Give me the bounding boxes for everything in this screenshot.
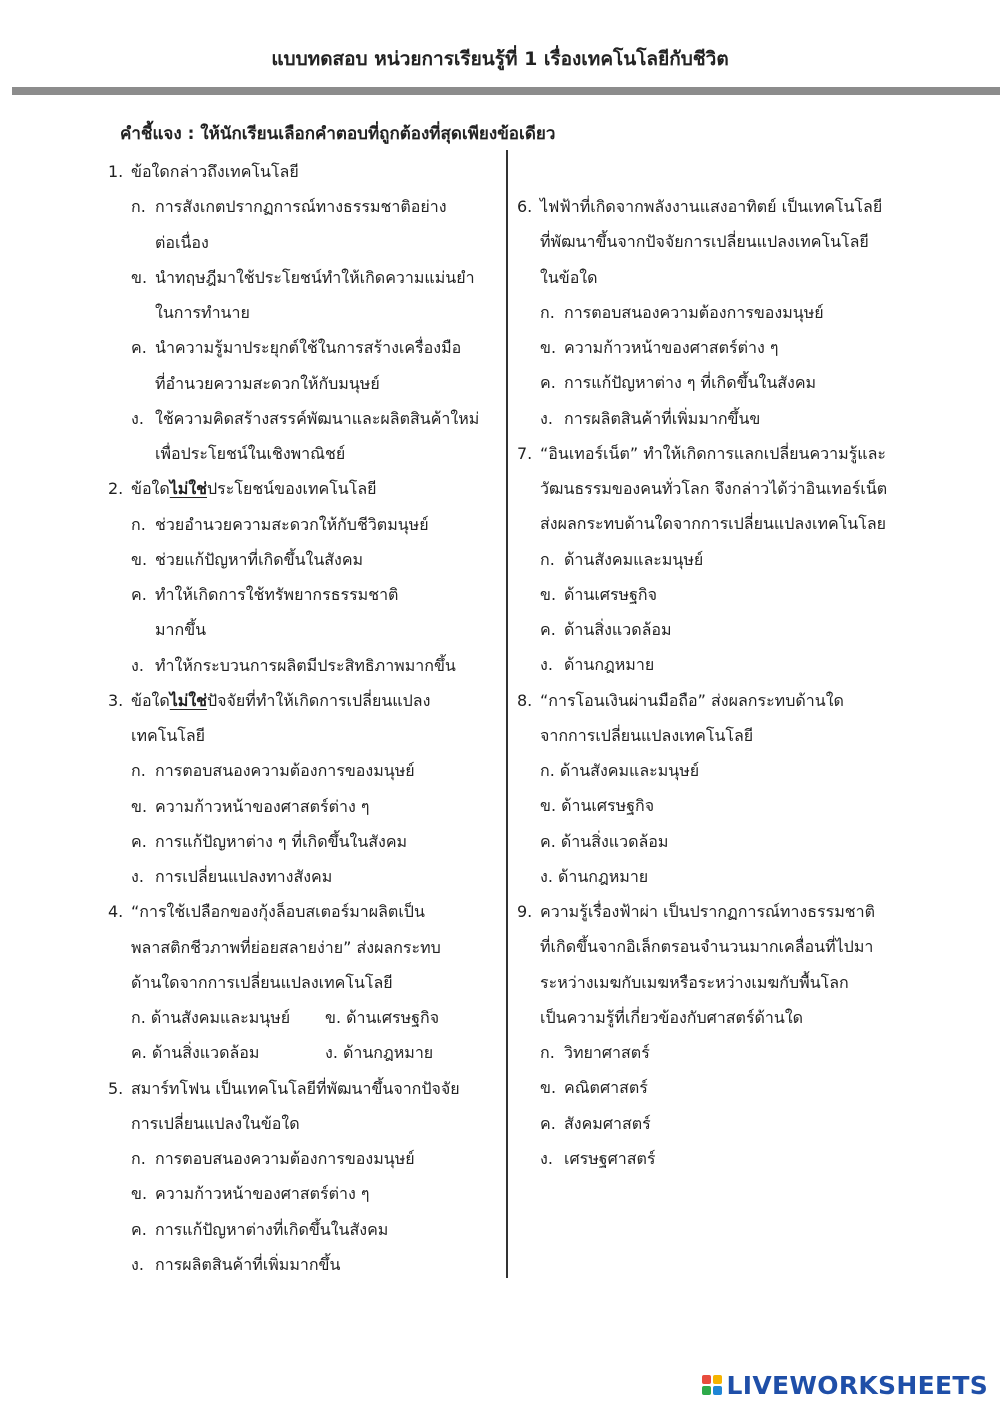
question-9-cont-3: เป็นความรู้ที่เกี่ยวข้องกับศาสตร์ด้านใด bbox=[540, 1007, 804, 1027]
question-7: 7. “อินเทอร์เน็ต” ทำให้เกิดการแลกเปลี่ยนความรู้และ bbox=[517, 443, 886, 463]
q6-option-b[interactable]: ข. ความก้าวหน้าของศาสตร์ต่าง ๆ bbox=[540, 338, 779, 357]
q8-option-c[interactable]: ค. ด้านสิ่งแวดล้อม bbox=[540, 831, 669, 851]
q5-option-a[interactable]: ก. การตอบสนองความต้องการของมนุษย์ bbox=[131, 1149, 415, 1168]
q1-option-d-cont: เพื่อประโยชน์ในเชิงพาณิชย์ bbox=[155, 444, 346, 463]
q2-option-b[interactable]: ข. ช่วยแก้ปัญหาที่เกิดขึ้นในสังคม bbox=[131, 549, 364, 569]
q3-option-a[interactable]: ก. การตอบสนองความต้องการของมนุษย์ bbox=[131, 761, 415, 781]
logo-square-4 bbox=[713, 1386, 722, 1395]
question-5-cont: การเปลี่ยนแปลงในข้อใด bbox=[131, 1113, 300, 1133]
logo-icon bbox=[702, 1375, 722, 1395]
q7-option-d[interactable]: ง. ด้านกฎหมาย bbox=[540, 655, 655, 675]
question-8-cont: จากการเปลี่ยนแปลงเทคโนโลยี bbox=[540, 725, 754, 745]
q7-option-c[interactable]: ค. ด้านสิ่งแวดล้อม bbox=[540, 620, 672, 639]
q7-option-a[interactable]: ก. ด้านสังคมและมนุษย์ bbox=[540, 549, 704, 569]
question-7-cont-2: ส่งผลกระทบด้านใดจากการเปลี่ยนแปลงเทคโนโลย bbox=[540, 514, 887, 534]
q9-option-d[interactable]: ง. เศรษฐศาสตร์ bbox=[540, 1148, 656, 1168]
q9-option-c[interactable]: ค. สังคมศาสตร์ bbox=[540, 1113, 651, 1133]
q8-option-b[interactable]: ข. ด้านเศรษฐกิจ bbox=[540, 796, 655, 816]
q1-option-b-cont: ในการทำนาย bbox=[155, 303, 250, 322]
logo-square-3 bbox=[702, 1386, 711, 1395]
question-1: 1. ข้อใดกล่าวถึงเทคโนโลยี bbox=[108, 162, 299, 181]
q4-option-a[interactable]: ก. ด้านสังคมและมนุษย์ bbox=[131, 1008, 291, 1027]
q1-option-a[interactable]: ก. การสังเกตปรากฏการณ์ทางธรรมชาติอย่าง bbox=[131, 197, 447, 217]
q9-option-b[interactable]: ข. คณิตศาสตร์ bbox=[540, 1078, 648, 1098]
question-3-cont: เทคโนโลยี bbox=[131, 726, 206, 745]
q3-option-b[interactable]: ข. ความก้าวหน้าของศาสตร์ต่าง ๆ bbox=[131, 796, 370, 816]
q4-option-c[interactable]: ค. ด้านสิ่งแวดล้อม bbox=[131, 1043, 260, 1063]
right-column bbox=[517, 189, 917, 1176]
q4-option-b[interactable]: ข. ด้านเศรษฐกิจ bbox=[325, 1008, 440, 1027]
q1-option-d[interactable]: ง. ใช้ความคิดสร้างสรรค์พัฒนาและผลิตสินค้าใหม่ bbox=[131, 408, 480, 428]
logo-text: LIVEWORKSHEETS bbox=[726, 1370, 988, 1400]
column-divider bbox=[506, 150, 508, 1278]
q2-option-c[interactable]: ค. ทำให้เกิดการใช้ทรัพยากรธรรมชาติ bbox=[131, 585, 399, 604]
question-9-cont-1: ที่เกิดขึ้นจากอิเล็กตรอนจำนวนมากเคลื่อนที่ไปมา bbox=[540, 937, 874, 957]
question-7-cont-1: วัฒนธรรมของคนทั่วโลก จึงกล่าวได้ว่าอินเทอร์เน็ต bbox=[540, 479, 888, 498]
question-9: 9. ความรู้เรื่องฟ้าผ่า เป็นปรากฏการณ์ทางธรรมชาติ bbox=[517, 902, 875, 921]
question-4: 4. “การใช้เปลือกของกุ้งล็อบสเตอร์มาผลิตเป็น bbox=[108, 902, 425, 922]
question-4-cont-2: ด้านใดจากการเปลี่ยนแปลงเทคโนโลยี bbox=[131, 972, 393, 992]
logo-square-2 bbox=[713, 1375, 722, 1384]
q4-option-d[interactable]: ง. ด้านกฎหมาย bbox=[325, 1043, 434, 1063]
q5-option-b[interactable]: ข. ความก้าวหน้าของศาสตร์ต่าง ๆ bbox=[131, 1184, 370, 1204]
q8-option-a[interactable]: ก. ด้านสังคมและมนุษย์ bbox=[540, 761, 700, 780]
question-4-cont-1: พลาสติกชีวภาพที่ย่อยสลายง่าย” ส่งผลกระทบ bbox=[131, 937, 441, 957]
page-title: แบบทดสอบ หน่วยการเรียนรู้ที่ 1 เรื่องเทคโนโลยีกับชีวิต bbox=[271, 48, 729, 70]
q2-option-c-cont: มากขึ้น bbox=[155, 620, 207, 640]
q1-option-b[interactable]: ข. นำทฤษฎีมาใช้ประโยชน์ทำให้เกิดความแม่นยำ bbox=[131, 267, 475, 287]
q6-option-a[interactable]: ก. การตอบสนองความต้องการของมนุษย์ bbox=[540, 302, 824, 322]
question-6-cont-1: ที่พัฒนาขึ้นจากปัจจัยการเปลี่ยนแปลงเทคโนโลยี bbox=[540, 232, 869, 252]
q6-option-c[interactable]: ค. การแก้ปัญหาต่าง ๆ ที่เกิดขึ้นในสังคม bbox=[540, 373, 817, 393]
question-5: 5. สมาร์ทโฟน เป็นเทคโนโลยีที่พัฒนาขึ้นจากปัจจัย bbox=[108, 1078, 460, 1098]
header-rule bbox=[12, 87, 1000, 95]
q2-option-a[interactable]: ก. ช่วยอำนวยความสะดวกให้กับชีวิตมนุษย์ bbox=[131, 514, 429, 534]
q2-option-d[interactable]: ง. ทำให้กระบวนการผลิตมีประสิทธิภาพมากขึ้น bbox=[131, 655, 456, 675]
q8-option-d[interactable]: ง. ด้านกฎหมาย bbox=[540, 866, 649, 886]
q1-option-c[interactable]: ค. นำความรู้มาประยุกต์ใช้ในการสร้างเครื่องมือ bbox=[131, 338, 462, 358]
logo-square-1 bbox=[702, 1375, 711, 1384]
q1-option-a-cont: ต่อเนื่อง bbox=[155, 232, 209, 252]
liveworksheets-logo bbox=[702, 1368, 988, 1402]
left-column bbox=[108, 154, 498, 1282]
q5-option-d[interactable]: ง. การผลิตสินค้าที่เพิ่มมากขึ้น bbox=[131, 1254, 341, 1274]
q2-emphasis: ไม่ใช่ bbox=[169, 479, 208, 499]
q1-option-c-cont: ที่อำนวยความสะดวกให้กับมนุษย์ bbox=[155, 373, 380, 393]
q5-option-c[interactable]: ค. การแก้ปัญหาต่างที่เกิดขึ้นในสังคม bbox=[131, 1219, 389, 1239]
question-9-cont-2: ระหว่างเมฆกับเมฆหรือระหว่างเมฆกับพื้นโลก bbox=[540, 972, 849, 992]
question-3: 3. ข้อใดไม่ใช่ปัจจัยที่ทำให้เกิดการเปลี่ยนแปลง bbox=[108, 690, 431, 710]
q3-option-c[interactable]: ค. การแก้ปัญหาต่าง ๆ ที่เกิดขึ้นในสังคม bbox=[131, 831, 408, 851]
question-6-cont-2: ในข้อใด bbox=[540, 267, 598, 287]
question-6: 6. ไฟฟ้าที่เกิดจากพลังงานแสงอาทิตย์ เป็นเทคโนโลยี bbox=[517, 197, 883, 216]
q4-options-row-1 bbox=[108, 1000, 498, 1035]
q3-emphasis: ไม่ใช่ bbox=[169, 690, 208, 710]
q9-option-a[interactable]: ก. วิทยาศาสตร์ bbox=[540, 1043, 650, 1062]
question-8: 8. “การโอนเงินผ่านมือถือ” ส่งผลกระทบด้านใด bbox=[517, 690, 844, 710]
q3-option-d[interactable]: ง. การเปลี่ยนแปลงทางสังคม bbox=[131, 867, 333, 886]
instructions: คำชี้แจง : ให้นักเรียนเลือกคำตอบที่ถูกต้องที่สุดเพียงข้อเดียว bbox=[120, 124, 556, 144]
question-2: 2. ข้อใดไม่ใช่ประโยชน์ของเทคโนโลยี bbox=[108, 479, 377, 499]
q6-option-d[interactable]: ง. การผลิตสินค้าที่เพิ่มมากขึ้นข bbox=[540, 408, 761, 428]
q4-options-row-2 bbox=[108, 1035, 498, 1070]
q7-option-b[interactable]: ข. ด้านเศรษฐกิจ bbox=[540, 584, 657, 604]
